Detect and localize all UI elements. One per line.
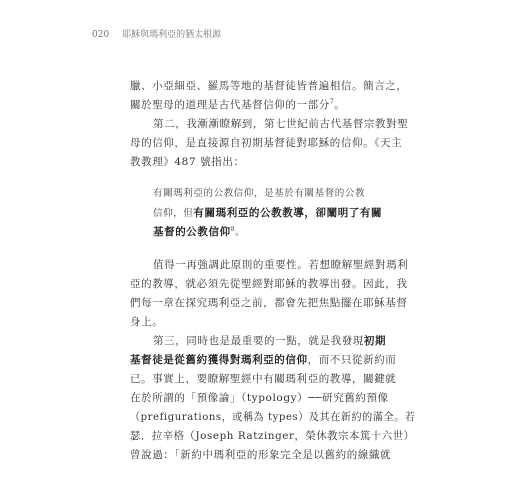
text-span: 已。事實上，要瞭解聖經中有關瑪利亞的教導，關鍵就 [130,373,397,385]
text-line [130,372,396,386]
text-span: 教教理》487 號指出： [130,156,245,168]
text-span: （prefigurations，或稱為 types）及其在新約的滿全。若 [130,411,416,423]
text-span: 臘、小亞細亞、羅馬等地的基督徒皆普遍相信。簡言之， [130,80,408,92]
text-line [130,353,396,367]
text-line [130,155,245,169]
text-span: 信仰，但 [153,208,194,219]
text-line [130,98,345,112]
text-span: 身上。 [130,316,164,328]
footnote-marker: 8 [230,225,236,233]
block-quote-line [153,225,245,240]
text-span: 亞的教導，就必須先從聖經對耶穌的教導出發。因此，我 [130,278,408,290]
text-line [130,136,402,150]
text-line [130,448,391,462]
text-span: 有關瑪利亞的公教信仰，是基於有關基督的公教 [153,188,366,199]
text-line [153,258,408,272]
text-line [130,429,415,443]
block-quote-line [153,187,365,201]
text-line [130,79,408,93]
text-line [130,410,415,424]
bold-span: 初期 [363,335,387,347]
footnote-marker: 7 [329,98,335,106]
text-span: ，而不只從新約而 [307,354,397,366]
running-title: 耶穌與瑪利亞的猶太根源 [122,30,222,40]
bold-span: 基督徒是從舊約獲得對瑪利亞的信仰 [130,354,308,366]
text-line [130,296,408,310]
text-span: 們每一章在探究瑪利亞之前，都會先把焦點擺在耶穌基督 [130,297,408,309]
text-span: 。 [235,227,246,238]
text-span: 母的信仰，是直接源自初期基督徒對耶穌的信仰。《天主 [130,137,403,149]
text-line [130,315,163,329]
text-span: 第三，同時也是最重要的一點，就是我發現 [153,335,364,347]
block-quote-line [153,206,382,221]
text-span: 關於聖母的道理是古代基督信仰的一部分 [130,99,330,111]
bold-span: 基督的公教信仰 [153,226,231,238]
text-span: 曾說過：「新約中瑪利亞的形象完全是以舊約的線織就 [130,449,392,461]
text-line [130,391,389,405]
text-span: 瑟．拉辛格（Joseph Ratzinger，榮休教宗本篤十六世） [130,430,415,442]
running-header [92,27,221,40]
bold-span: 有關瑪利亞的公教教導，卻闡明了有關 [193,207,383,219]
text-span: 在於所謂的「預像論」（typology）──研究舊約預像 [130,392,389,404]
page-number: 020 [92,30,110,40]
text-line [153,117,408,131]
text-line [130,277,408,291]
text-span: 值得一再強調此原則的重要性。若想瞭解聖經對瑪利 [153,259,409,271]
text-line [153,334,386,348]
text-span: 第二，我漸漸瞭解到，第七世紀前古代基督宗教對聖 [153,118,409,130]
text-span: 。 [334,99,346,111]
